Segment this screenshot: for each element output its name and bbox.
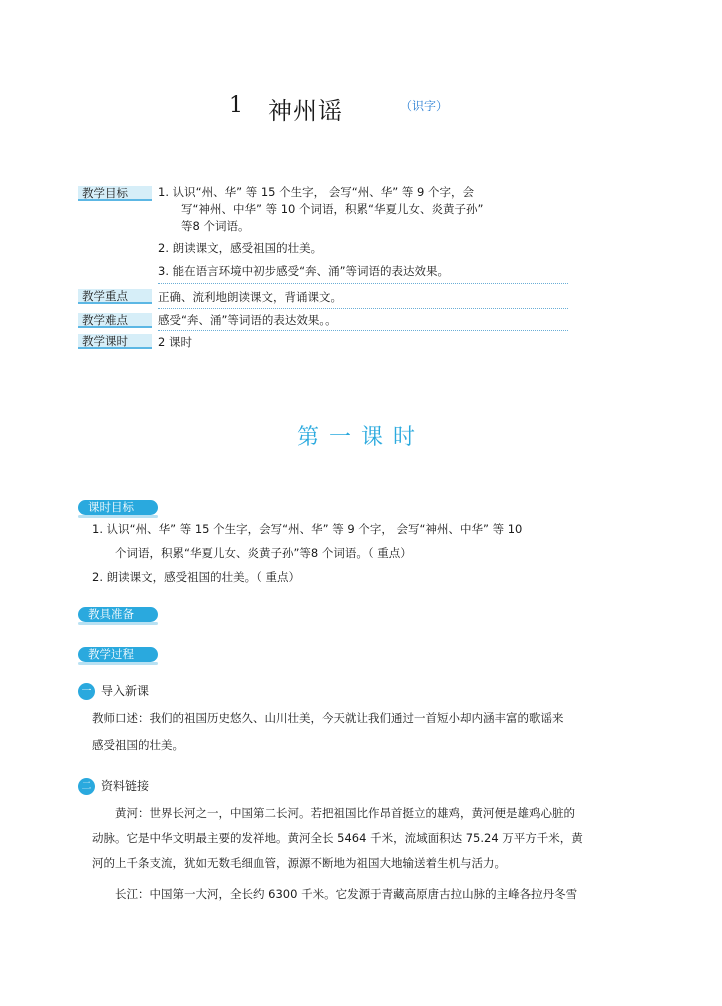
page-title: 神州谣 bbox=[268, 97, 343, 125]
divider bbox=[158, 283, 568, 284]
hours-label: 教学课时 bbox=[78, 334, 152, 349]
difficulty-text: 感受“奔、涌”等词语的表达效果。。 bbox=[158, 313, 337, 327]
key-label: 教学重点 bbox=[78, 289, 152, 304]
goal-line-2: 写“神州、中华” 等 10 个词语，积累“华夏儿女、炎黄子孙” bbox=[181, 202, 484, 216]
objective-line-1: 1. 认识“州、华” 等 15 个生字，会写“州、华” 等 9 个字， 会写“神州、中华” 等 10 bbox=[92, 522, 523, 536]
hours-text: 2 课时 bbox=[158, 335, 192, 349]
goals-label: 教学目标 bbox=[78, 186, 152, 201]
step2-line-1: 黄河：世界长河之一，中国第二长河。若把祖国比作昂首挺立的雄鸡，黄河便是雄鸡心脏的 bbox=[115, 806, 575, 820]
lesson-number: 1 bbox=[229, 93, 243, 118]
step-title: 导入新课 bbox=[101, 684, 150, 698]
pill-shadow bbox=[78, 662, 158, 665]
objective-line-3: 2. 朗读课文，感受祖国的壮美。（ 重点） bbox=[92, 570, 301, 584]
title-tag: （识字） bbox=[400, 99, 449, 113]
pill-shadow bbox=[78, 515, 158, 518]
goal-line-4: 2. 朗读课文，感受祖国的壮美。 bbox=[158, 241, 323, 255]
section-title: 第一课时 bbox=[296, 425, 425, 450]
prep-label: 教具准备 bbox=[78, 607, 158, 622]
step2-line-4: 长江：中国第一大河，全长约 6300 千米。它发源于青藏高原唐古拉山脉的主峰各拉丹冬雪 bbox=[115, 887, 578, 901]
step2-line-2: 动脉。它是中华文明最主要的发祥地。黄河全长 5464 千米，流域面积达 75.24 万平方千米，黄 bbox=[92, 831, 583, 845]
objective-line-2: 个词语，积累“华夏儿女、炎黄子孙”等8 个词语。（ 重点） bbox=[115, 546, 412, 560]
process-label: 教学过程 bbox=[78, 647, 158, 662]
goal-line-5: 3. 能在语言环境中初步感受“奔、涌”等词语的表达效果。 bbox=[158, 264, 450, 278]
pill-shadow bbox=[78, 622, 158, 625]
step-title: 资料链接 bbox=[101, 779, 150, 793]
step1-line-1: 教师口述：我们的祖国历史悠久、山川壮美，今天就让我们通过一首短小却内涵丰富的歌谣来 bbox=[92, 711, 564, 725]
difficulty-label: 教学难点 bbox=[78, 313, 152, 328]
step-number-badge: 一 bbox=[78, 683, 95, 700]
key-text: 正确、流利地朗读课文，背诵课文。 bbox=[158, 290, 342, 304]
goal-line-3: 等8 个词语。 bbox=[181, 219, 250, 233]
step-number-badge: 二 bbox=[78, 778, 95, 795]
goal-line-1: 1. 认识“州、华” 等 15 个生字， 会写“州、华” 等 9 个字，会 bbox=[158, 185, 474, 199]
step2-line-3: 河的上千条支流，犹如无数毛细血管，源源不断地为祖国大地输送着生机与活力。 bbox=[92, 856, 506, 870]
step1-line-2: 感受祖国的壮美。 bbox=[92, 738, 184, 752]
objectives-label: 课时目标 bbox=[78, 500, 158, 515]
divider bbox=[158, 308, 568, 309]
divider bbox=[158, 330, 568, 331]
